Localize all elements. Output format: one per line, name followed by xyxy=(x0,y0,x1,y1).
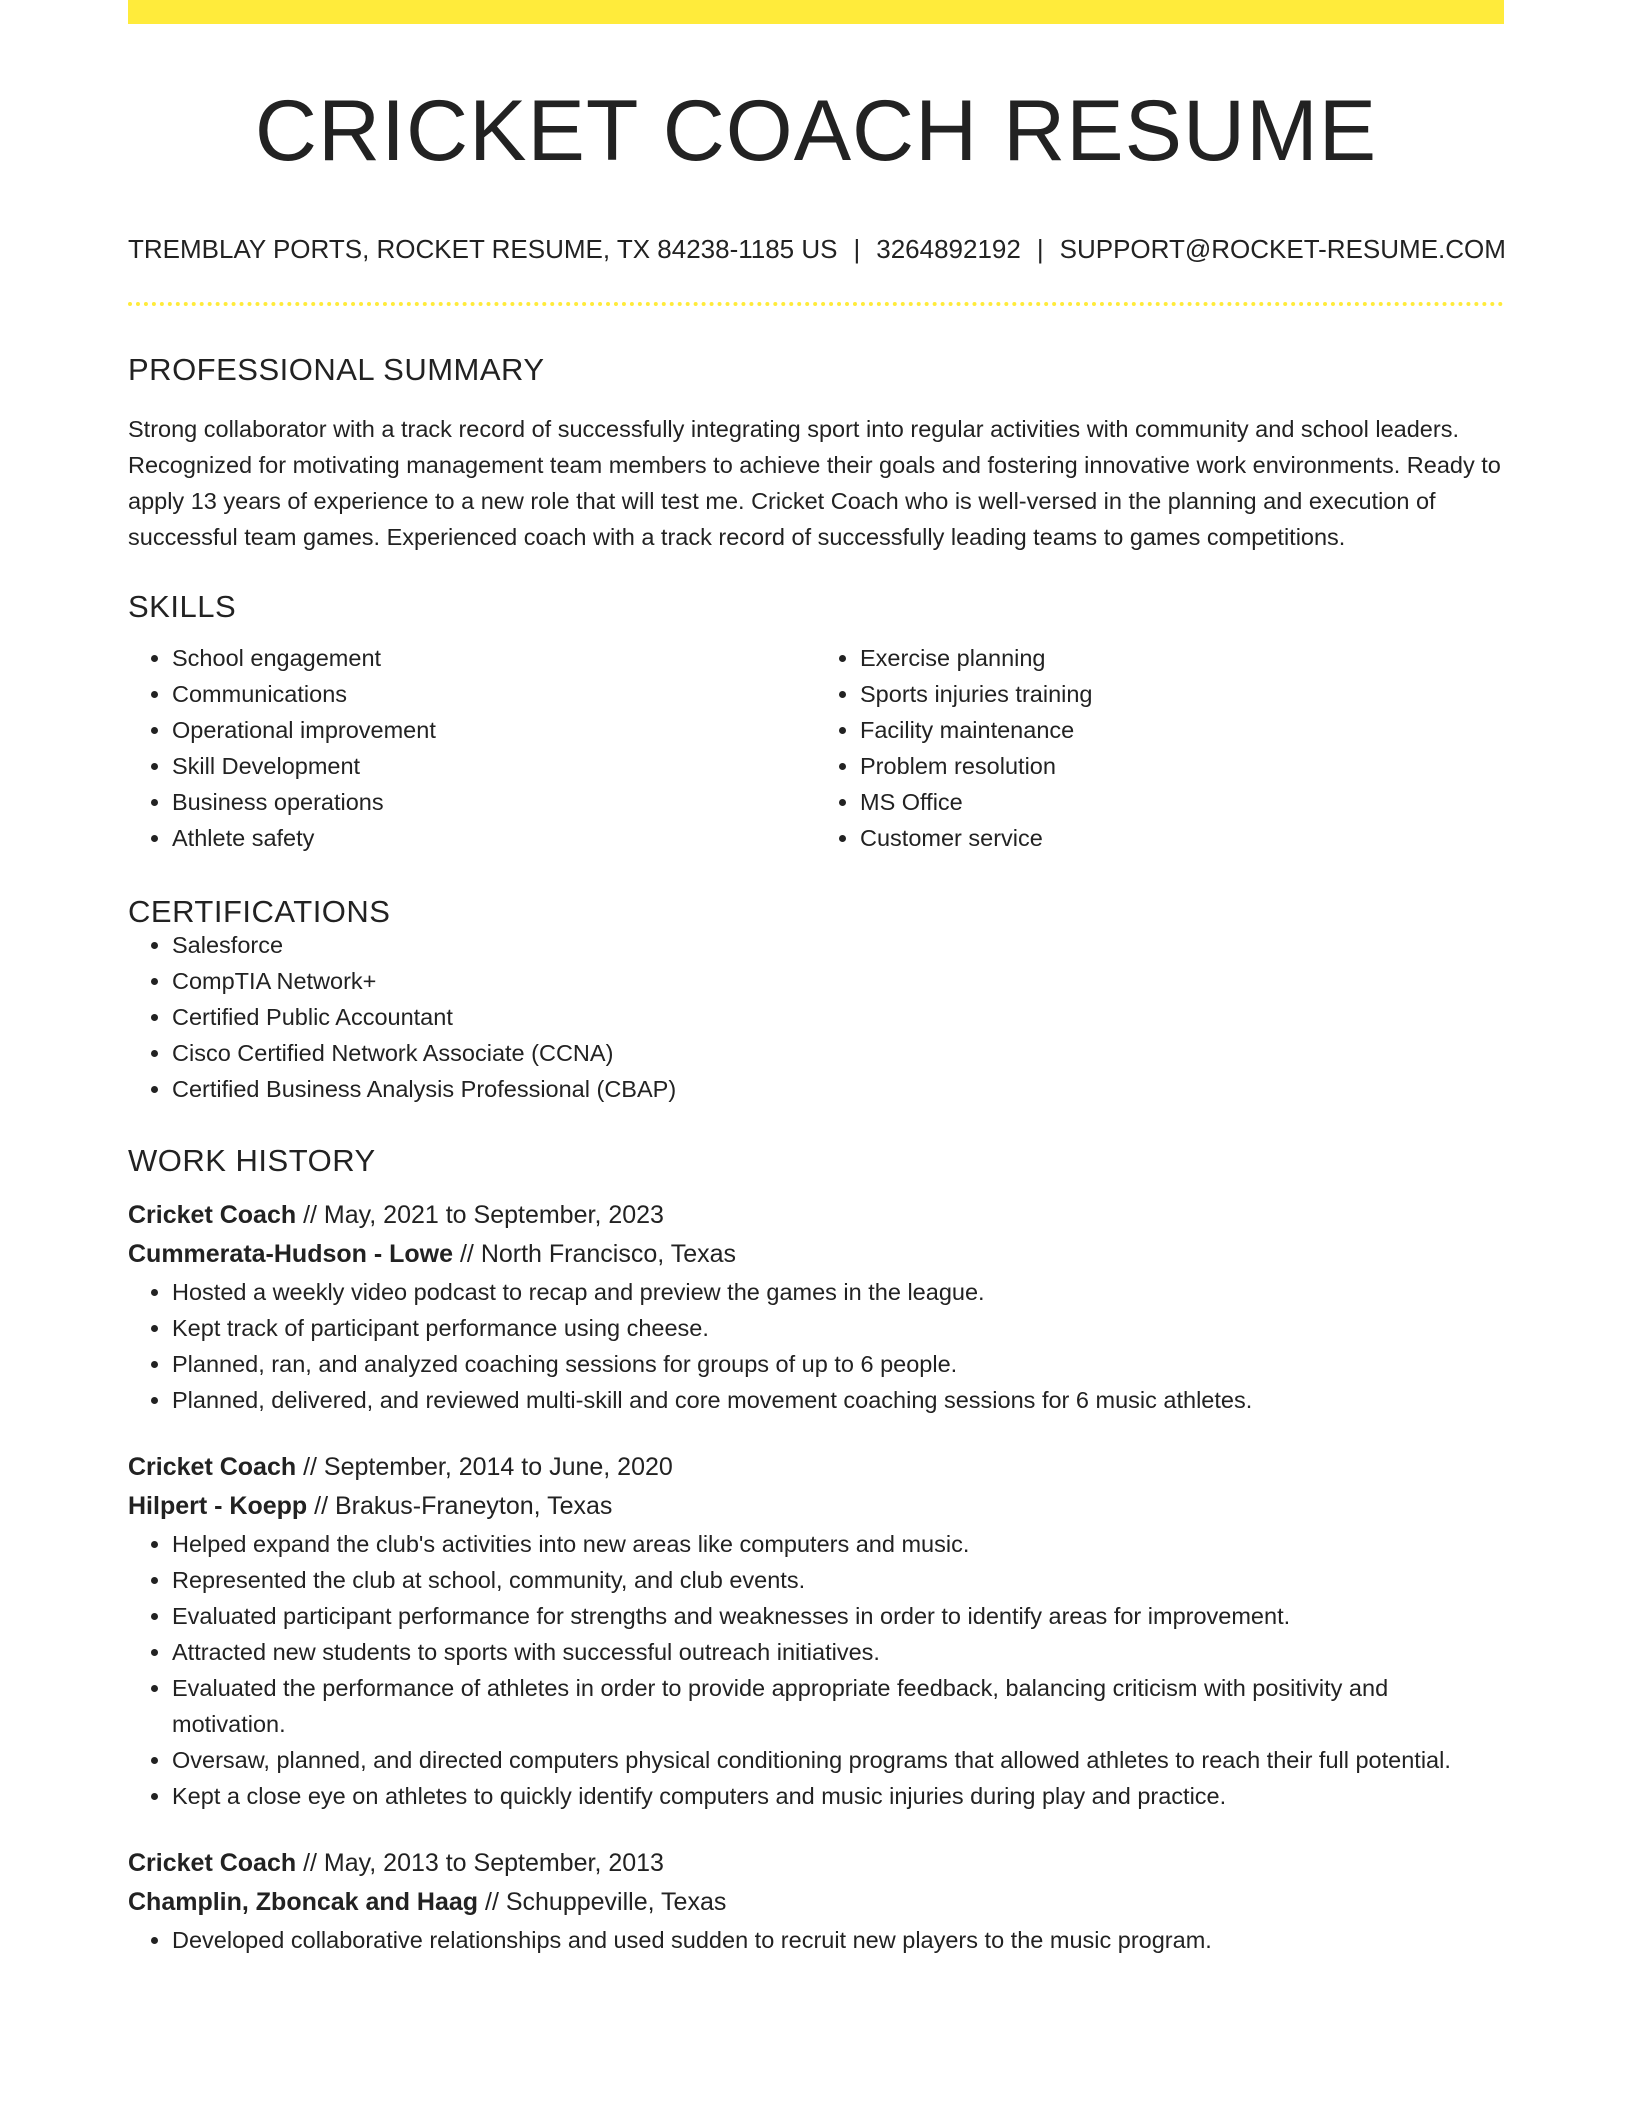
certification-item: • Cisco Certified Network Associate (CCNA) xyxy=(172,1035,1504,1071)
job-bullet: • Evaluated participant performance for strengths and weaknesses in order to identify areas for improvement. xyxy=(172,1598,1504,1634)
contact-line xyxy=(128,236,1504,262)
resume-page xyxy=(128,0,1504,1958)
skills-list-right xyxy=(816,640,1504,856)
job-bullet: • Kept track of participant performance using cheese. xyxy=(172,1310,1504,1346)
job-dates: // September, 2014 to June, 2020 xyxy=(296,1453,673,1481)
skill-item: • Sports injuries training xyxy=(860,676,1504,712)
job-location: // Brakus-Franeyton, Texas xyxy=(307,1492,613,1520)
job-company-line xyxy=(128,1235,1504,1274)
job-entry xyxy=(128,1844,1504,1958)
accent-top-bar xyxy=(128,0,1504,24)
summary-text: Strong collaborator with a track record of successfully integrating sport into regular activities with community and school leaders. Recognized for motivating management team members to achieve their goals and fostering innovative work environments. Ready to apply 13 years of experience to a new role that will test me. Cricket Coach who is well-versed in the planning and execution of successful team games. Experienced coach with a track record of successfully leading teams to games competitions. xyxy=(128,416,1501,550)
job-bullets xyxy=(128,1274,1504,1418)
skill-item: • Facility maintenance xyxy=(860,712,1504,748)
skill-item: • Communications xyxy=(172,676,816,712)
job-role: Cricket Coach xyxy=(128,1201,297,1229)
job-entry xyxy=(128,1448,1504,1814)
certification-item: • CompTIA Network+ xyxy=(172,963,1504,999)
skill-item: • Skill Development xyxy=(172,748,816,784)
job-bullets xyxy=(128,1526,1504,1814)
contact-phone: 3264892192 xyxy=(876,234,1021,264)
job-role-line xyxy=(128,1196,1504,1235)
job-bullet: • Developed collaborative relationships and used sudden to recruit new players to the music program. xyxy=(172,1922,1504,1958)
job-role-line xyxy=(128,1844,1504,1883)
certification-item: • Certified Public Accountant xyxy=(172,999,1504,1035)
certification-item: • Certified Business Analysis Professional (CBAP) xyxy=(172,1071,1504,1107)
job-bullets xyxy=(128,1922,1504,1958)
skill-item: • Business operations xyxy=(172,784,816,820)
job-entry xyxy=(128,1196,1504,1418)
job-bullet: • Kept a close eye on athletes to quickly identify computers and music injuries during play and practice. xyxy=(172,1778,1504,1814)
job-bullet: • Planned, ran, and analyzed coaching sessions for groups of up to 6 people. xyxy=(172,1346,1504,1382)
skill-item: • School engagement xyxy=(172,640,816,676)
job-location: // North Francisco, Texas xyxy=(453,1240,737,1268)
job-company: Hilpert - Koepp xyxy=(128,1492,308,1520)
certifications-list xyxy=(128,927,1504,1107)
job-role: Cricket Coach xyxy=(128,1849,297,1877)
job-bullet: • Planned, delivered, and reviewed multi-skill and core movement coaching sessions for 6 music athletes. xyxy=(172,1382,1504,1418)
job-company-line xyxy=(128,1883,1504,1922)
job-bullet: • Oversaw, planned, and directed computers physical conditioning programs that allowed athletes to reach their full potential. xyxy=(172,1742,1504,1778)
skill-item: • Customer service xyxy=(860,820,1504,856)
skill-item: • Problem resolution xyxy=(860,748,1504,784)
job-bullet: • Attracted new students to sports with successful outreach initiatives. xyxy=(172,1634,1504,1670)
job-location: // Schuppeville, Texas xyxy=(478,1888,727,1916)
skills-heading: SKILLS xyxy=(128,589,237,624)
job-bullet: • Evaluated the performance of athletes in order to provide appropriate feedback, balancing criticism with positivity and motivation. xyxy=(172,1670,1504,1742)
contact-separator: | xyxy=(1036,234,1044,264)
resume-title: CRICKET COACH RESUME xyxy=(254,83,1378,179)
skills-grid xyxy=(128,640,1504,856)
skill-item: • Athlete safety xyxy=(172,820,816,856)
job-bullet: • Hosted a weekly video podcast to recap and preview the games in the league. xyxy=(172,1274,1504,1310)
contact-address: TREMBLAY PORTS, ROCKET RESUME, TX 84238-1185 US xyxy=(128,234,838,264)
job-company: Champlin, Zboncak and Haag xyxy=(128,1888,479,1916)
certification-item: • Salesforce xyxy=(172,927,1504,963)
summary-heading: PROFESSIONAL SUMMARY xyxy=(128,352,545,387)
job-role-line xyxy=(128,1448,1504,1487)
work-history-heading: WORK HISTORY xyxy=(128,1143,376,1178)
job-bullet: • Helped expand the club's activities into new areas like computers and music. xyxy=(172,1526,1504,1562)
contact-separator: | xyxy=(853,234,861,264)
job-dates: // May, 2021 to September, 2023 xyxy=(296,1201,664,1229)
job-company-line xyxy=(128,1487,1504,1526)
skills-list-left xyxy=(128,640,816,856)
job-role: Cricket Coach xyxy=(128,1453,297,1481)
job-dates: // May, 2013 to September, 2013 xyxy=(296,1849,664,1877)
certifications-heading: CERTIFICATIONS xyxy=(128,894,391,929)
contact-email: SUPPORT@ROCKET-RESUME.COM xyxy=(1059,234,1506,264)
skill-item: • Exercise planning xyxy=(860,640,1504,676)
skill-item: • Operational improvement xyxy=(172,712,816,748)
job-company: Cummerata-Hudson - Lowe xyxy=(128,1240,454,1268)
dotted-divider xyxy=(128,302,1504,306)
job-bullet: • Represented the club at school, community, and club events. xyxy=(172,1562,1504,1598)
skill-item: • MS Office xyxy=(860,784,1504,820)
